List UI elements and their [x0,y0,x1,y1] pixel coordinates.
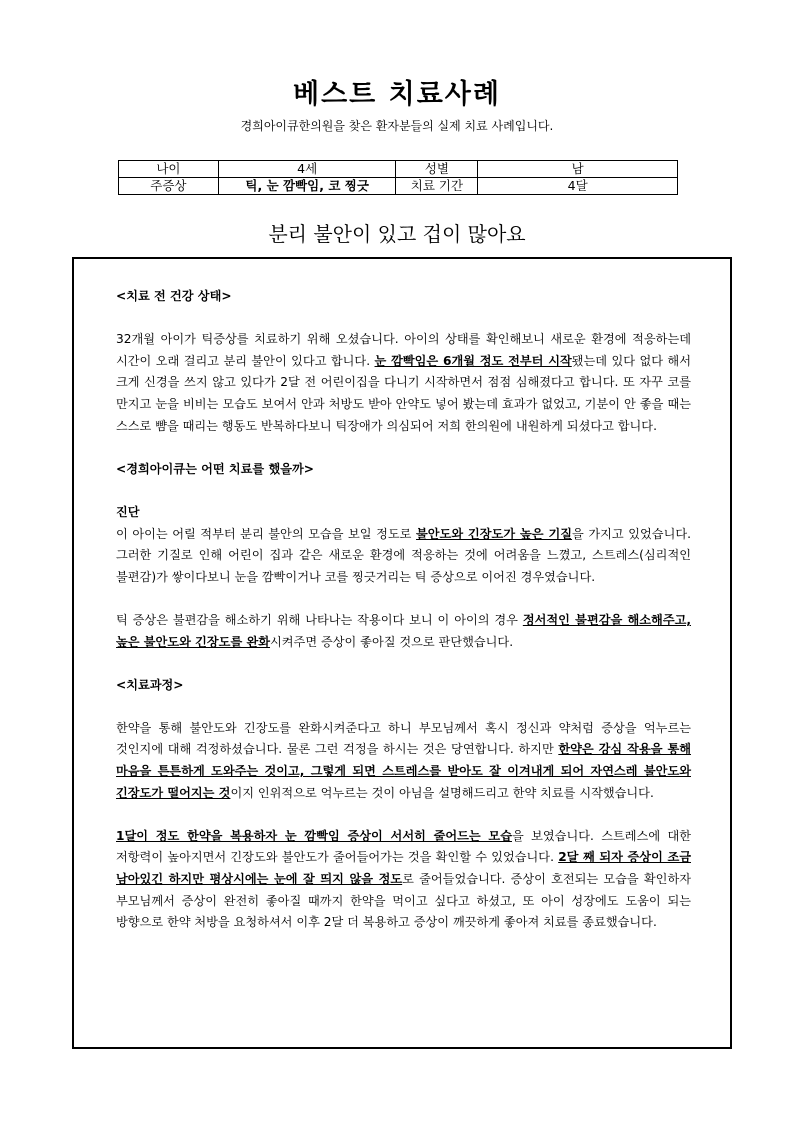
gender-value: 남 [478,161,678,178]
text-span: 이지 인위적으로 억누르는 것이 아님을 설명해드리고 한약 치료를 시작했습니다. [230,785,654,800]
page-title: 베스트 치료사례 [293,79,501,110]
symptom-value: 틱, 눈 깜빡임, 코 찡긋 [218,178,396,195]
emphasis-text: 눈 깜빡임은 6개월 정도 전부터 시작 [374,353,572,368]
emphasis-text: 2달 째 되자 증상이 조금 남아있긴 하지만 평상시에는 눈에 잘 띄지 않을 정도 [116,850,691,887]
diagnosis-paragraph-2 [116,610,691,653]
before-paragraph [116,329,691,437]
text-span: 이 아이는 어릴 적부터 분리 불안의 모습을 보일 정도로 [116,526,416,541]
emphasis-text: 1달이 정도 한약을 복용하자 눈 깜빡임 증상이 서서히 줄어드는 모습 [116,828,512,843]
section-title-before: <치료 전 건강 상태> [116,289,232,303]
subsection-title-diagnosis: 진단 [116,504,140,519]
page-subtitle: 경희아이큐한의원을 찾은 환자분들의 실제 치료 사례입니다. [240,119,554,133]
section-title-process: <치료과정> [116,677,184,692]
patient-info-table [118,160,678,195]
age-value: 4세 [218,161,396,178]
text-span: 시켜주면 증상이 좋아질 것으로 판단했습니다. [270,634,514,649]
text-span: 로 줄어들었습니다. 증상이 호전되는 모습을 확인하자 부모님께서 증상이 완전히 좋아질 때까지 한약을 먹이고 싶다고 하셨고, 또 아이 성장에도 도움이 되는 방향으로 한약 처방을 요청하셔서 이후 2달 더 복용하고 증상이 깨끗하게 좋아져 치료를 종료했습니다. [116,872,691,930]
age-label: 나이 [119,161,219,178]
case-heading: 분리 불안이 있고 겁이 많아요 [268,222,526,246]
emphasis-text: 정서적인 불편감을 해소해주고, 높은 불안도와 긴장도를 완화 [116,612,691,649]
diagnosis-paragraph-1 [116,524,691,589]
text-span: 을 가지고 있었습니다. 그러한 기질로 인해 어린이 집과 같은 새로운 환경에 적응하는 것에 어려움을 느꼈고, 스트레스(심리적인 불편감)가 쌓이다보니 눈을 깜빡이거나 코를 찡긋거리는 틱 증상으로 이어진 경우였습니다. [116,526,691,584]
case-content [116,286,691,934]
table-row [119,161,678,178]
text-span: 32개월 아이가 틱증상를 치료하기 위해 오셨습니다. 아이의 상태를 확인해보니 새로운 환경에 적응하는데 시간이 오래 걸리고 분리 불안이 있다고 합니다. [116,332,691,368]
process-paragraph-2 [116,826,691,934]
period-label: 치료 기간 [396,178,478,195]
section-title-treatment: <경희아이큐는 어떤 치료를 했을까> [116,461,314,476]
text-span: 됐는데 있다 없다 해서 크게 신경을 쓰지 않고 있다가 2달 전 어린이집을 다니기 시작하면서 점점 심해졌다고 합니다. 또 자꾸 코를 만지고 눈을 비비는 모습도 보여서 안과 처방도 받아 안약도 넣어 봤는데 효과가 없었고, 기분이 안 좋을 때는 스스로 뺨을 때리는 행동도 반복하다보니 틱장애가 의심되어 저희 한의원에 내원하게 되셨다고 합니다. [116,353,691,433]
process-paragraph-1 [116,718,691,804]
text-span: 틱 증상은 불편감을 해소하기 위해 나타나는 작용이다 보니 이 아이의 경우 [116,612,523,627]
text-span: 을 보였습니다. 스트레스에 대한 저항력이 높아지면서 긴장도와 불안도가 줄어들어가는 것을 확인할 수 있었습니다. [116,828,692,865]
gender-label: 성별 [396,161,478,178]
table-row [119,178,678,195]
emphasis-text: 불안도와 긴장도가 높은 기질 [416,526,573,541]
case-content-box [72,257,732,1049]
period-value: 4달 [478,178,678,195]
symptom-label: 주증상 [119,178,219,195]
text-span: 한약을 통해 불안도와 긴장도를 완화시켜준다고 하니 부모님께서 혹시 정신과 약처럼 증상을 억누르는 것인지에 대해 걱정하셨습니다. 물론 그런 걱정을 하시는 것은 당연합니다. 하지만 [116,720,691,757]
emphasis-text: 한약은 강심 작용을 통해 마음을 튼튼하게 도와주는 것이고, 그렇게 되면 스트레스를 받아도 잘 이겨내게 되어 자연스레 불안도와 긴장도가 떨어지는 것 [116,742,691,800]
